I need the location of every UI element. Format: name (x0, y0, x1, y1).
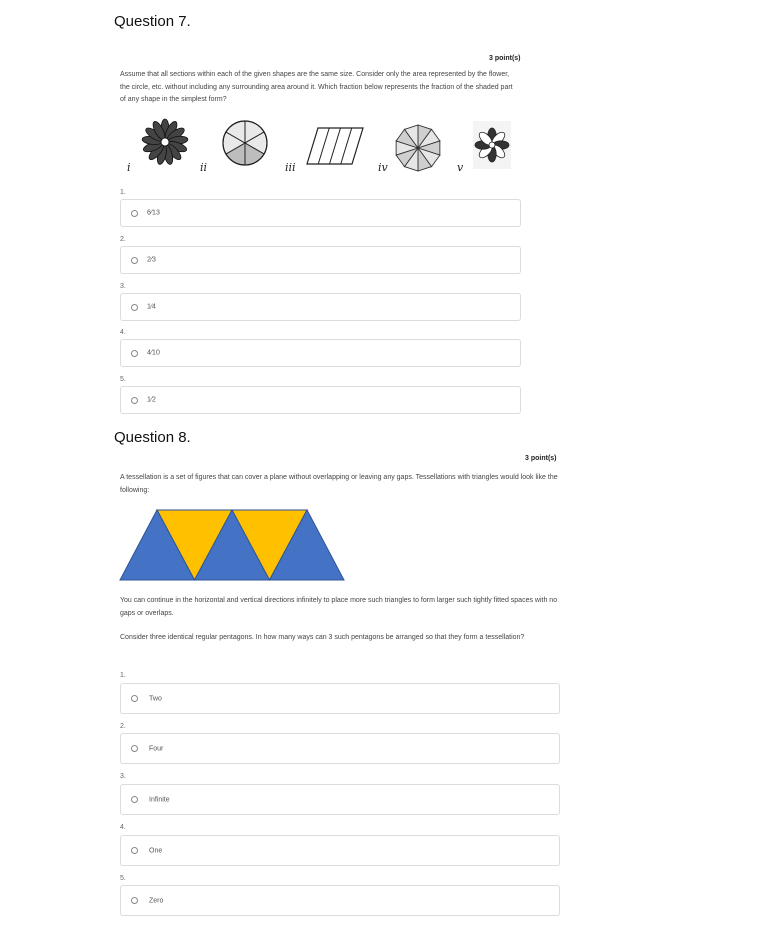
shape-label-i: i (127, 161, 131, 174)
q8-option-number: 4. (120, 824, 126, 831)
radio-button[interactable] (131, 257, 138, 264)
q7-option-number: 4. (120, 329, 126, 336)
q7-option-5[interactable] (120, 386, 521, 414)
q7-option-number: 2. (120, 236, 126, 243)
q7-option-3[interactable] (120, 293, 521, 321)
parallelogram-shape-iii (306, 127, 364, 165)
q8-option-5[interactable] (120, 885, 560, 916)
q8-option-1[interactable] (120, 683, 560, 714)
radio-button[interactable] (131, 210, 138, 217)
radio-button[interactable] (131, 745, 138, 752)
question-8-text2: You can continue in the horizontal and vertical directions infinitely to place more such triangles to form larger such tightly fitted spaces with no gaps or overlaps. (120, 597, 558, 617)
option-label: 1⁄4 (147, 303, 156, 311)
shape-label-iv: iv (378, 161, 388, 174)
option-label: Four (149, 745, 164, 752)
radio-button[interactable] (131, 304, 138, 311)
q8-option-4[interactable] (120, 835, 560, 866)
q8-option-number: 2. (120, 723, 126, 730)
option-label: 6⁄13 (147, 209, 160, 217)
radio-button[interactable] (131, 897, 138, 904)
q8-option-number: 1. (120, 672, 126, 679)
q7-option-4[interactable] (120, 339, 521, 367)
question-7-prompt: Assume that all sections within each of the given shapes are the same size. Consider only the area represented by the flower, the circle, etc. without including any surrounding area around it. Which fraction below represents the fraction of the shaded part of any shape in the simplest form? (120, 71, 513, 104)
option-label: One (149, 847, 163, 854)
option-label: 4⁄10 (147, 349, 160, 357)
question-8-prompt: A tessellation is a set of figures that can cover a plane without overlapping or leaving any gaps. Tessellations with triangles would look like the following: (120, 474, 558, 494)
radio-button[interactable] (131, 847, 138, 854)
radio-button[interactable] (131, 695, 138, 702)
flower-shape-i (140, 117, 190, 167)
q7-option-number: 1. (120, 189, 126, 196)
radio-button[interactable] (131, 350, 138, 357)
question-8-title: Question 8. (114, 429, 191, 446)
shape-label-ii: ii (200, 161, 208, 174)
question-8-points: 3 point(s) (525, 455, 557, 462)
question-7-points: 3 point(s) (489, 55, 521, 62)
q8-option-2[interactable] (120, 733, 560, 764)
radio-button[interactable] (131, 796, 138, 803)
q8-option-3[interactable] (120, 784, 560, 815)
flower-shape-v (473, 121, 511, 169)
option-label: Two (149, 695, 162, 702)
option-label: Zero (149, 897, 164, 904)
q8-option-number: 5. (120, 875, 126, 882)
shape-label-v: v (457, 161, 464, 174)
question-8-text3: Consider three identical regular pentagons. In how many ways can 3 such pentagons be arranged so that they form a tessellation? (120, 634, 525, 641)
radio-button[interactable] (131, 397, 138, 404)
option-label: 2⁄3 (147, 256, 156, 264)
q8-option-number: 3. (120, 773, 126, 780)
option-label: Infinite (149, 796, 170, 803)
circle-shape-ii (221, 119, 269, 167)
q7-option-2[interactable] (120, 246, 521, 274)
question-7-title: Question 7. (114, 13, 191, 30)
triangle-tessellation-figure (119, 508, 347, 582)
q7-option-number: 5. (120, 376, 126, 383)
q7-option-number: 3. (120, 283, 126, 290)
q7-option-1[interactable] (120, 199, 521, 227)
option-label: 1⁄2 (147, 396, 156, 404)
decagon-shape-iv (393, 123, 443, 173)
shape-label-iii: iii (285, 161, 296, 174)
